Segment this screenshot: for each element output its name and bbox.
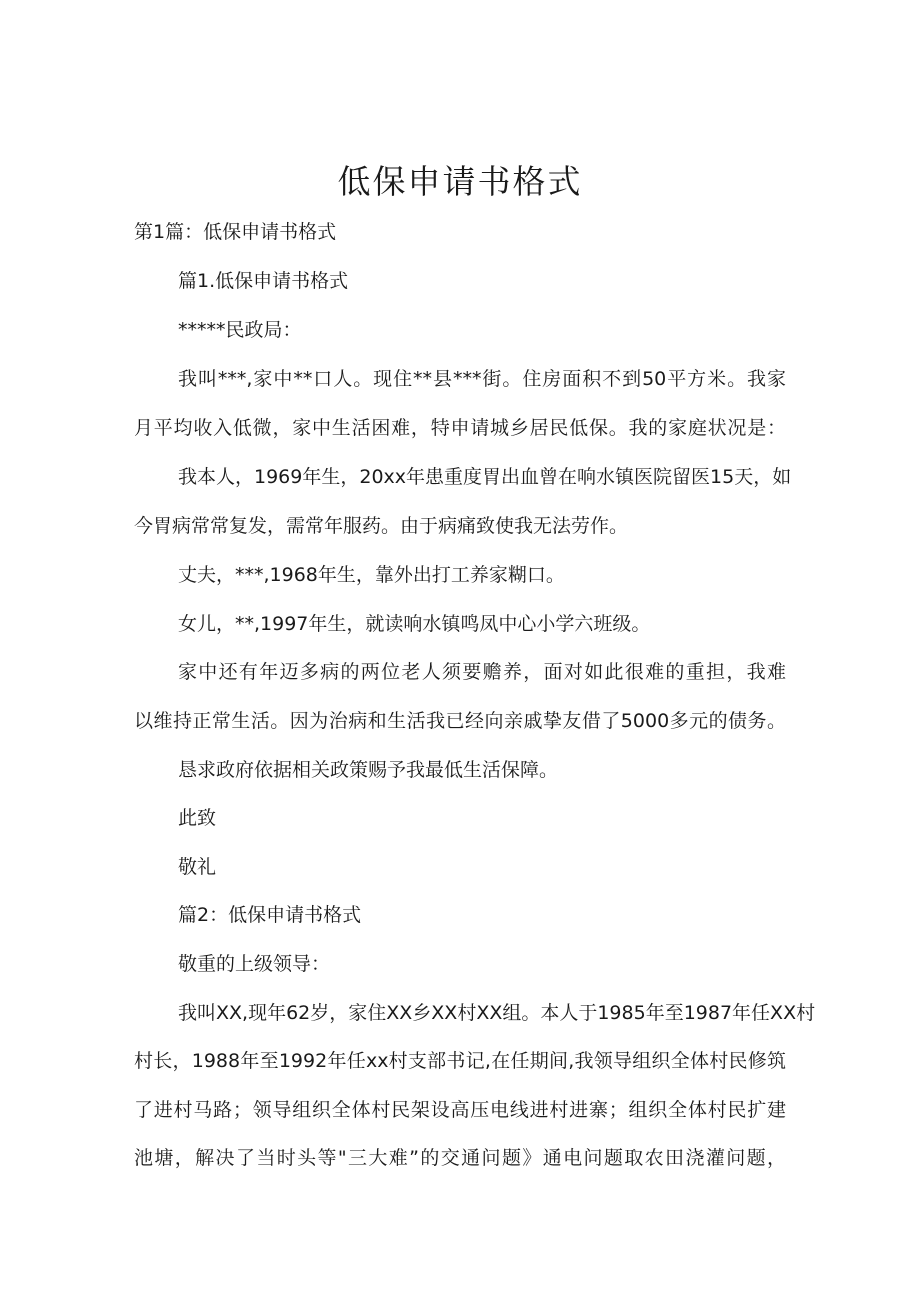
section2-paragraph1-line2: 村长，1988年至1992年任xx村支部书记,在任期间,我领导组织全体村民修筑: [134, 1050, 786, 1072]
section2-heading: 篇2：低保申请书格式: [178, 904, 362, 926]
section1-heading: 第1篇：低保申请书格式: [134, 221, 337, 243]
section1-paragraph2-line1: 我本人，1969年生，20xx年患重度胃出血曾在响水镇医院留医15天，如: [178, 466, 792, 488]
section1-addressee: *****民政局：: [178, 319, 302, 341]
section1-subheading: 篇1.低保申请书格式: [178, 270, 349, 292]
section2-addressee: 敬重的上级领导：: [178, 953, 331, 975]
section1-closing-1: 此致: [178, 807, 217, 829]
section1-closing-2: 敬礼: [178, 856, 217, 878]
section1-paragraph2-line2: 今胃病常常复发，需常年服药。由于病痛致使我无法劳作。: [134, 515, 629, 537]
section1-paragraph5-line2: 以维持正常生活。因为治病和生活我已经向亲戚挚友借了5000多元的债务。: [134, 710, 786, 732]
section1-paragraph1-line1: 我叫***,家中**口人。现住**县***街。住房面积不到50平方米。我家: [178, 368, 786, 390]
section1-paragraph6: 恳求政府依据相关政策赐予我最低生活保障。: [178, 759, 559, 781]
section1-paragraph5-line1: 家中还有年迈多病的两位老人须要赡养，面对如此很难的重担，我难: [178, 661, 786, 683]
section1-paragraph1-line2: 月平均收入低微，家中生活困难，特申请城乡居民低保。我的家庭状况是：: [134, 417, 786, 439]
document-title: 低保申请书格式: [337, 162, 583, 202]
section2-paragraph1-line3: 了进村马路；领导组织全体村民架设高压电线进村进寨；组织全体村民扩建: [134, 1099, 786, 1121]
section1-paragraph4: 女儿，**,1997年生，就读响水镇鸣凤中心小学六班级。: [178, 613, 651, 635]
section1-paragraph3: 丈夫，***,1968年生，靠外出打工养家糊口。: [178, 564, 565, 586]
section2-paragraph1-line4: 池塘，解决了当时头等"三大难”的交通问题》通电问题取农田浇灌问题，: [134, 1147, 786, 1169]
section2-paragraph1-line1: 我叫XX,现年62岁，家住XX乡XX村XX组。本人于1985年至1987年任XX村: [178, 1002, 816, 1024]
